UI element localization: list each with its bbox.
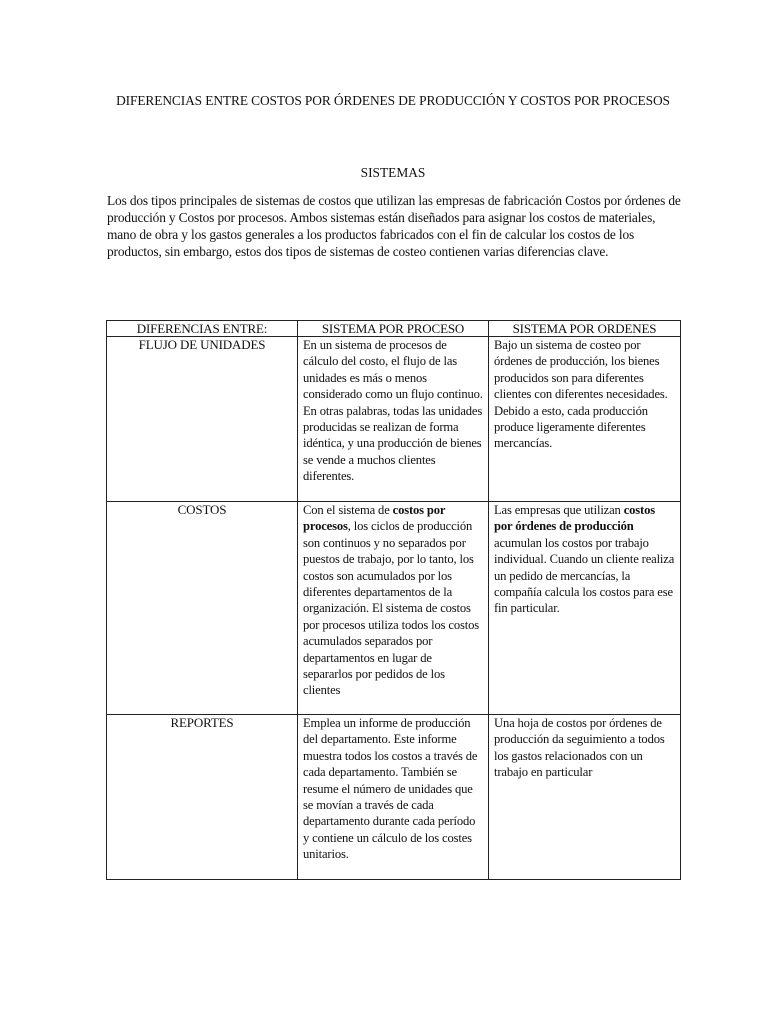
row-label-costs: COSTOS [107, 502, 298, 715]
header-differences: DIFERENCIAS ENTRE: [107, 321, 298, 337]
section-heading: SISTEMAS [360, 165, 426, 180]
table-header-row [107, 321, 681, 337]
bold-term: costos por órdenes de producción [494, 503, 655, 534]
row-label-reports: REPORTES [107, 715, 298, 880]
cell-orders-reports: Una hoja de costos por órdenes de producción da seguimiento a todos los gastos relacionados con un trabajo en particular [489, 715, 681, 880]
header-process-system: SISTEMA POR PROCESO [298, 321, 489, 337]
cell-process-costs [298, 502, 489, 715]
bold-term: costos por procesos [303, 503, 446, 534]
header-orders-system: SISTEMA POR ORDENES [489, 321, 681, 337]
table-row [107, 502, 681, 715]
cell-process-reports: Emplea un informe de producción del departamento. Este informe muestra todos los costos a través de cada departamento. También se resume el número de unidades que se movían a través de cada departamento durante cada período y contiene un cálculo de los costes unitarios. [298, 715, 489, 880]
table-row [107, 715, 681, 880]
intro-paragraph: Los dos tipos principales de sistemas de costos que utilizan las empresas de fabricación Costos por órdenes de producción y Costos por procesos. Ambos sistemas están diseñados para asignar los costos de materiales, mano de obra y los gastos generales a los productos fabricados con el fin de calcular los costos de los productos, sin embargo, estos dos tipos de sistemas de costeo contienen varias diferencias clave. [107, 193, 681, 259]
row-label-unit-flow: FLUJO DE UNIDADES [107, 337, 298, 502]
cell-text: Las empresas que utilizan [494, 503, 624, 517]
document-title: DIFERENCIAS ENTRE COSTOS POR ÓRDENES DE PRODUCCIÓN Y COSTOS POR PROCESOS [116, 93, 670, 108]
cell-text: , los ciclos de producción son continuos y no separados por puestos de trabajo, por lo tanto, los costos son acumulados por los diferentes departamentos de la organización. El sistema de costos por procesos utiliza todos los costos acumulados separados por departamentos en lugar de separarlos por pedidos de los clientes [303, 519, 479, 698]
cell-process-unit-flow: En un sistema de procesos de cálculo del costo, el flujo de las unidades es más o menos considerado como un flujo continuo. En otras palabras, todas las unidades producidas se realizan de forma idéntica, y una producción de bienes se vende a muchos clientes diferentes. [298, 337, 489, 502]
cell-text: Con el sistema de [303, 503, 393, 517]
cell-orders-unit-flow: Bajo un sistema de costeo por órdenes de producción, los bienes producidos son para diferentes clientes con diferentes necesidades. Debido a esto, cada producción produce ligeramente diferentes mercancías. [489, 337, 681, 502]
table-row [107, 337, 681, 502]
differences-table [106, 320, 681, 880]
cell-orders-costs [489, 502, 681, 715]
cell-text: acumulan los costos por trabajo individual. Cuando un cliente realiza un pedido de mercancías, la compañía calcula los costos para ese fin particular. [494, 535, 675, 616]
